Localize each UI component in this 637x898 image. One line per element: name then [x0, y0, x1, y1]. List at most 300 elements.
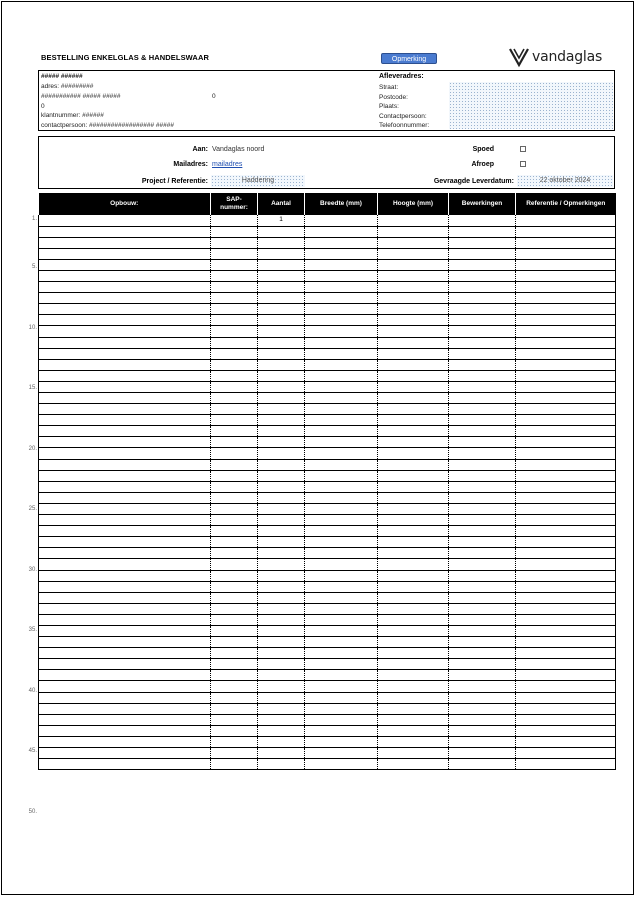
table-cell[interactable] — [516, 592, 616, 603]
table-cell[interactable] — [516, 492, 616, 503]
table-cell[interactable] — [516, 215, 616, 226]
table-cell[interactable] — [258, 237, 305, 248]
table-cell[interactable] — [39, 470, 211, 481]
table-cell[interactable]: 1 — [258, 215, 305, 226]
table-cell[interactable] — [378, 282, 449, 293]
table-cell[interactable] — [378, 515, 449, 526]
table-cell[interactable] — [258, 359, 305, 370]
table-cell[interactable] — [305, 537, 378, 548]
table-cell[interactable] — [378, 570, 449, 581]
table-cell[interactable] — [258, 259, 305, 270]
table-cell[interactable] — [39, 659, 211, 670]
opmerking-button[interactable]: Opmerking — [381, 53, 437, 64]
table-cell[interactable] — [449, 248, 516, 259]
table-cell[interactable] — [258, 703, 305, 714]
table-cell[interactable] — [305, 681, 378, 692]
table-cell[interactable] — [211, 736, 258, 747]
table-cell[interactable] — [211, 481, 258, 492]
table-cell[interactable] — [211, 648, 258, 659]
table-cell[interactable] — [211, 581, 258, 592]
table-cell[interactable] — [378, 348, 449, 359]
table-cell[interactable] — [449, 326, 516, 337]
table-cell[interactable] — [449, 304, 516, 315]
table-cell[interactable] — [305, 370, 378, 381]
table-cell[interactable] — [39, 248, 211, 259]
table-cell[interactable] — [516, 748, 616, 759]
table-cell[interactable] — [258, 481, 305, 492]
table-cell[interactable] — [378, 359, 449, 370]
table-cell[interactable] — [449, 548, 516, 559]
table-cell[interactable] — [449, 736, 516, 747]
table-cell[interactable] — [305, 359, 378, 370]
table-cell[interactable] — [378, 559, 449, 570]
table-cell[interactable] — [516, 481, 616, 492]
table-cell[interactable] — [378, 215, 449, 226]
table-cell[interactable] — [305, 748, 378, 759]
table-cell[interactable] — [39, 681, 211, 692]
table-cell[interactable] — [305, 348, 378, 359]
table-cell[interactable] — [516, 337, 616, 348]
table-cell[interactable] — [39, 326, 211, 337]
table-cell[interactable] — [211, 603, 258, 614]
table-cell[interactable] — [516, 326, 616, 337]
table-cell[interactable] — [258, 437, 305, 448]
table-cell[interactable] — [449, 670, 516, 681]
table-cell[interactable] — [39, 259, 211, 270]
table-cell[interactable] — [516, 448, 616, 459]
table-cell[interactable] — [378, 226, 449, 237]
table-cell[interactable] — [305, 570, 378, 581]
table-cell[interactable] — [258, 470, 305, 481]
table-cell[interactable] — [39, 714, 211, 725]
table-cell[interactable] — [211, 404, 258, 415]
table-cell[interactable] — [449, 426, 516, 437]
table-cell[interactable] — [211, 537, 258, 548]
table-cell[interactable] — [211, 759, 258, 770]
table-cell[interactable] — [378, 725, 449, 736]
table-cell[interactable] — [211, 259, 258, 270]
delivery-address-fill[interactable] — [449, 82, 613, 129]
table-cell[interactable] — [516, 625, 616, 636]
table-cell[interactable] — [305, 603, 378, 614]
table-cell[interactable] — [258, 581, 305, 592]
table-cell[interactable] — [305, 614, 378, 625]
table-cell[interactable] — [378, 714, 449, 725]
table-cell[interactable] — [449, 315, 516, 326]
table-cell[interactable] — [39, 670, 211, 681]
table-cell[interactable] — [516, 537, 616, 548]
table-cell[interactable] — [305, 459, 378, 470]
table-cell[interactable] — [305, 381, 378, 392]
table-cell[interactable] — [211, 659, 258, 670]
table-cell[interactable] — [449, 648, 516, 659]
spoed-checkbox[interactable] — [520, 146, 526, 152]
table-cell[interactable] — [378, 248, 449, 259]
table-cell[interactable] — [516, 714, 616, 725]
table-cell[interactable] — [211, 270, 258, 281]
table-cell[interactable] — [39, 603, 211, 614]
table-cell[interactable] — [258, 326, 305, 337]
table-cell[interactable] — [211, 592, 258, 603]
table-cell[interactable] — [211, 470, 258, 481]
table-cell[interactable] — [378, 648, 449, 659]
table-cell[interactable] — [258, 315, 305, 326]
table-cell[interactable] — [258, 614, 305, 625]
table-cell[interactable] — [39, 515, 211, 526]
table-cell[interactable] — [39, 637, 211, 648]
table-cell[interactable] — [258, 759, 305, 770]
table-cell[interactable] — [378, 259, 449, 270]
table-cell[interactable] — [516, 226, 616, 237]
table-cell[interactable] — [516, 637, 616, 648]
table-cell[interactable] — [258, 548, 305, 559]
table-cell[interactable] — [211, 293, 258, 304]
table-cell[interactable] — [305, 259, 378, 270]
table-cell[interactable] — [258, 282, 305, 293]
table-cell[interactable] — [378, 614, 449, 625]
delivery-date-value[interactable]: 22 oktober 2024 — [539, 177, 591, 184]
table-cell[interactable] — [449, 748, 516, 759]
table-cell[interactable] — [516, 370, 616, 381]
table-cell[interactable] — [516, 470, 616, 481]
table-cell[interactable] — [516, 670, 616, 681]
table-cell[interactable] — [516, 703, 616, 714]
table-cell[interactable] — [39, 415, 211, 426]
table-cell[interactable] — [378, 703, 449, 714]
table-cell[interactable] — [516, 526, 616, 537]
table-cell[interactable] — [449, 348, 516, 359]
table-cell[interactable] — [516, 515, 616, 526]
table-cell[interactable] — [39, 426, 211, 437]
table-cell[interactable] — [449, 537, 516, 548]
table-cell[interactable] — [449, 759, 516, 770]
table-cell[interactable] — [211, 381, 258, 392]
table-cell[interactable] — [378, 736, 449, 747]
table-cell[interactable] — [258, 293, 305, 304]
table-cell[interactable] — [449, 370, 516, 381]
table-cell[interactable] — [258, 570, 305, 581]
table-cell[interactable] — [305, 426, 378, 437]
table-cell[interactable] — [39, 648, 211, 659]
table-cell[interactable] — [258, 648, 305, 659]
table-cell[interactable] — [305, 659, 378, 670]
table-cell[interactable] — [258, 503, 305, 514]
table-cell[interactable] — [258, 526, 305, 537]
table-cell[interactable] — [516, 759, 616, 770]
table-cell[interactable] — [305, 592, 378, 603]
table-cell[interactable] — [305, 415, 378, 426]
table-cell[interactable] — [258, 370, 305, 381]
table-cell[interactable] — [449, 515, 516, 526]
table-cell[interactable] — [449, 381, 516, 392]
table-cell[interactable] — [211, 492, 258, 503]
table-cell[interactable] — [449, 448, 516, 459]
table-cell[interactable] — [211, 393, 258, 404]
table-cell[interactable] — [449, 293, 516, 304]
table-cell[interactable] — [39, 459, 211, 470]
table-cell[interactable] — [39, 548, 211, 559]
table-cell[interactable] — [378, 581, 449, 592]
table-cell[interactable] — [39, 437, 211, 448]
table-cell[interactable] — [516, 736, 616, 747]
table-cell[interactable] — [305, 759, 378, 770]
table-cell[interactable] — [305, 326, 378, 337]
table-cell[interactable] — [378, 659, 449, 670]
table-cell[interactable] — [211, 503, 258, 514]
table-cell[interactable] — [449, 581, 516, 592]
table-cell[interactable] — [211, 559, 258, 570]
table-cell[interactable] — [449, 215, 516, 226]
table-cell[interactable] — [516, 404, 616, 415]
table-cell[interactable] — [516, 503, 616, 514]
table-cell[interactable] — [258, 304, 305, 315]
table-cell[interactable] — [211, 426, 258, 437]
table-cell[interactable] — [449, 692, 516, 703]
table-cell[interactable] — [211, 714, 258, 725]
table-cell[interactable] — [39, 404, 211, 415]
table-cell[interactable] — [305, 282, 378, 293]
table-cell[interactable] — [449, 725, 516, 736]
table-cell[interactable] — [211, 448, 258, 459]
table-cell[interactable] — [258, 736, 305, 747]
table-cell[interactable] — [378, 426, 449, 437]
table-cell[interactable] — [39, 570, 211, 581]
table-cell[interactable] — [211, 748, 258, 759]
table-cell[interactable] — [39, 581, 211, 592]
table-cell[interactable] — [39, 370, 211, 381]
table-cell[interactable] — [258, 515, 305, 526]
table-cell[interactable] — [305, 215, 378, 226]
table-cell[interactable] — [305, 492, 378, 503]
table-cell[interactable] — [516, 348, 616, 359]
table-cell[interactable] — [516, 270, 616, 281]
table-cell[interactable] — [258, 337, 305, 348]
table-cell[interactable] — [258, 714, 305, 725]
table-cell[interactable] — [516, 459, 616, 470]
table-cell[interactable] — [516, 570, 616, 581]
table-cell[interactable] — [378, 481, 449, 492]
table-cell[interactable] — [305, 725, 378, 736]
table-cell[interactable] — [211, 548, 258, 559]
table-cell[interactable] — [378, 337, 449, 348]
table-cell[interactable] — [378, 625, 449, 636]
table-cell[interactable] — [39, 692, 211, 703]
table-cell[interactable] — [449, 714, 516, 725]
table-cell[interactable] — [39, 526, 211, 537]
table-cell[interactable] — [258, 381, 305, 392]
table-cell[interactable] — [39, 359, 211, 370]
table-cell[interactable] — [378, 326, 449, 337]
table-cell[interactable] — [516, 248, 616, 259]
table-cell[interactable] — [39, 215, 211, 226]
table-cell[interactable] — [211, 215, 258, 226]
table-cell[interactable] — [258, 592, 305, 603]
table-cell[interactable] — [39, 282, 211, 293]
table-cell[interactable] — [449, 404, 516, 415]
table-cell[interactable] — [449, 437, 516, 448]
table-cell[interactable] — [305, 670, 378, 681]
table-cell[interactable] — [449, 637, 516, 648]
table-cell[interactable] — [211, 681, 258, 692]
table-cell[interactable] — [516, 603, 616, 614]
table-cell[interactable] — [449, 492, 516, 503]
table-cell[interactable] — [211, 370, 258, 381]
table-cell[interactable] — [378, 293, 449, 304]
table-cell[interactable] — [39, 237, 211, 248]
table-cell[interactable] — [258, 637, 305, 648]
table-cell[interactable] — [305, 293, 378, 304]
table-cell[interactable] — [449, 681, 516, 692]
table-cell[interactable] — [211, 625, 258, 636]
table-cell[interactable] — [305, 237, 378, 248]
table-cell[interactable] — [516, 315, 616, 326]
table-cell[interactable] — [449, 703, 516, 714]
table-cell[interactable] — [449, 226, 516, 237]
table-cell[interactable] — [211, 359, 258, 370]
to-value[interactable]: Vandaglas noord — [212, 146, 265, 153]
table-cell[interactable] — [258, 492, 305, 503]
table-cell[interactable] — [211, 348, 258, 359]
table-cell[interactable] — [305, 315, 378, 326]
table-cell[interactable] — [39, 226, 211, 237]
table-cell[interactable] — [305, 393, 378, 404]
table-cell[interactable] — [305, 437, 378, 448]
table-cell[interactable] — [211, 692, 258, 703]
table-cell[interactable] — [305, 581, 378, 592]
table-cell[interactable] — [378, 304, 449, 315]
table-cell[interactable] — [211, 282, 258, 293]
table-cell[interactable] — [258, 448, 305, 459]
table-cell[interactable] — [211, 304, 258, 315]
table-cell[interactable] — [39, 625, 211, 636]
table-cell[interactable] — [258, 603, 305, 614]
table-cell[interactable] — [378, 381, 449, 392]
table-cell[interactable] — [378, 448, 449, 459]
table-cell[interactable] — [258, 692, 305, 703]
table-cell[interactable] — [449, 470, 516, 481]
table-cell[interactable] — [258, 393, 305, 404]
table-cell[interactable] — [258, 670, 305, 681]
table-cell[interactable] — [378, 670, 449, 681]
table-cell[interactable] — [305, 470, 378, 481]
table-cell[interactable] — [449, 359, 516, 370]
table-cell[interactable] — [211, 637, 258, 648]
table-cell[interactable] — [449, 603, 516, 614]
table-cell[interactable] — [305, 404, 378, 415]
table-cell[interactable] — [449, 259, 516, 270]
table-cell[interactable] — [516, 725, 616, 736]
table-cell[interactable] — [516, 259, 616, 270]
table-cell[interactable] — [211, 315, 258, 326]
table-cell[interactable] — [305, 481, 378, 492]
table-cell[interactable] — [211, 515, 258, 526]
table-cell[interactable] — [258, 415, 305, 426]
table-cell[interactable] — [516, 359, 616, 370]
table-cell[interactable] — [516, 581, 616, 592]
table-cell[interactable] — [39, 736, 211, 747]
mail-link[interactable]: mailadres — [212, 161, 243, 168]
table-cell[interactable] — [211, 670, 258, 681]
table-cell[interactable] — [211, 437, 258, 448]
table-cell[interactable] — [378, 415, 449, 426]
table-cell[interactable] — [449, 614, 516, 625]
table-cell[interactable] — [378, 637, 449, 648]
table-cell[interactable] — [516, 415, 616, 426]
table-cell[interactable] — [305, 448, 378, 459]
table-cell[interactable] — [378, 603, 449, 614]
table-cell[interactable] — [449, 503, 516, 514]
table-cell[interactable] — [305, 270, 378, 281]
table-cell[interactable] — [305, 648, 378, 659]
table-cell[interactable] — [516, 293, 616, 304]
table-cell[interactable] — [39, 293, 211, 304]
table-cell[interactable] — [305, 736, 378, 747]
table-cell[interactable] — [305, 714, 378, 725]
table-cell[interactable] — [39, 448, 211, 459]
table-cell[interactable] — [516, 426, 616, 437]
table-cell[interactable] — [305, 703, 378, 714]
table-cell[interactable] — [378, 759, 449, 770]
table-cell[interactable] — [305, 526, 378, 537]
table-cell[interactable] — [516, 437, 616, 448]
table-cell[interactable] — [449, 237, 516, 248]
table-cell[interactable] — [211, 570, 258, 581]
table-cell[interactable] — [305, 692, 378, 703]
table-cell[interactable] — [449, 526, 516, 537]
table-cell[interactable] — [39, 492, 211, 503]
table-cell[interactable] — [39, 725, 211, 736]
table-cell[interactable] — [305, 226, 378, 237]
table-cell[interactable] — [258, 625, 305, 636]
table-cell[interactable] — [305, 625, 378, 636]
table-cell[interactable] — [258, 537, 305, 548]
table-cell[interactable] — [305, 548, 378, 559]
table-cell[interactable] — [39, 481, 211, 492]
table-cell[interactable] — [258, 226, 305, 237]
table-cell[interactable] — [449, 282, 516, 293]
table-cell[interactable] — [516, 381, 616, 392]
table-cell[interactable] — [378, 681, 449, 692]
table-cell[interactable] — [39, 393, 211, 404]
table-cell[interactable] — [211, 725, 258, 736]
table-cell[interactable] — [449, 570, 516, 581]
table-cell[interactable] — [258, 559, 305, 570]
table-cell[interactable] — [516, 614, 616, 625]
table-cell[interactable] — [39, 614, 211, 625]
table-cell[interactable] — [516, 393, 616, 404]
table-cell[interactable] — [211, 526, 258, 537]
table-cell[interactable] — [258, 725, 305, 736]
table-cell[interactable] — [39, 337, 211, 348]
table-cell[interactable] — [211, 614, 258, 625]
table-cell[interactable] — [449, 659, 516, 670]
table-cell[interactable] — [305, 637, 378, 648]
table-cell[interactable] — [211, 703, 258, 714]
afroep-checkbox[interactable] — [520, 161, 526, 167]
table-cell[interactable] — [516, 659, 616, 670]
table-cell[interactable] — [449, 592, 516, 603]
table-cell[interactable] — [305, 515, 378, 526]
table-cell[interactable] — [378, 437, 449, 448]
table-cell[interactable] — [211, 248, 258, 259]
table-cell[interactable] — [305, 503, 378, 514]
table-cell[interactable] — [39, 759, 211, 770]
table-cell[interactable] — [39, 559, 211, 570]
table-cell[interactable] — [211, 459, 258, 470]
table-cell[interactable] — [39, 304, 211, 315]
table-cell[interactable] — [39, 703, 211, 714]
table-cell[interactable] — [211, 415, 258, 426]
